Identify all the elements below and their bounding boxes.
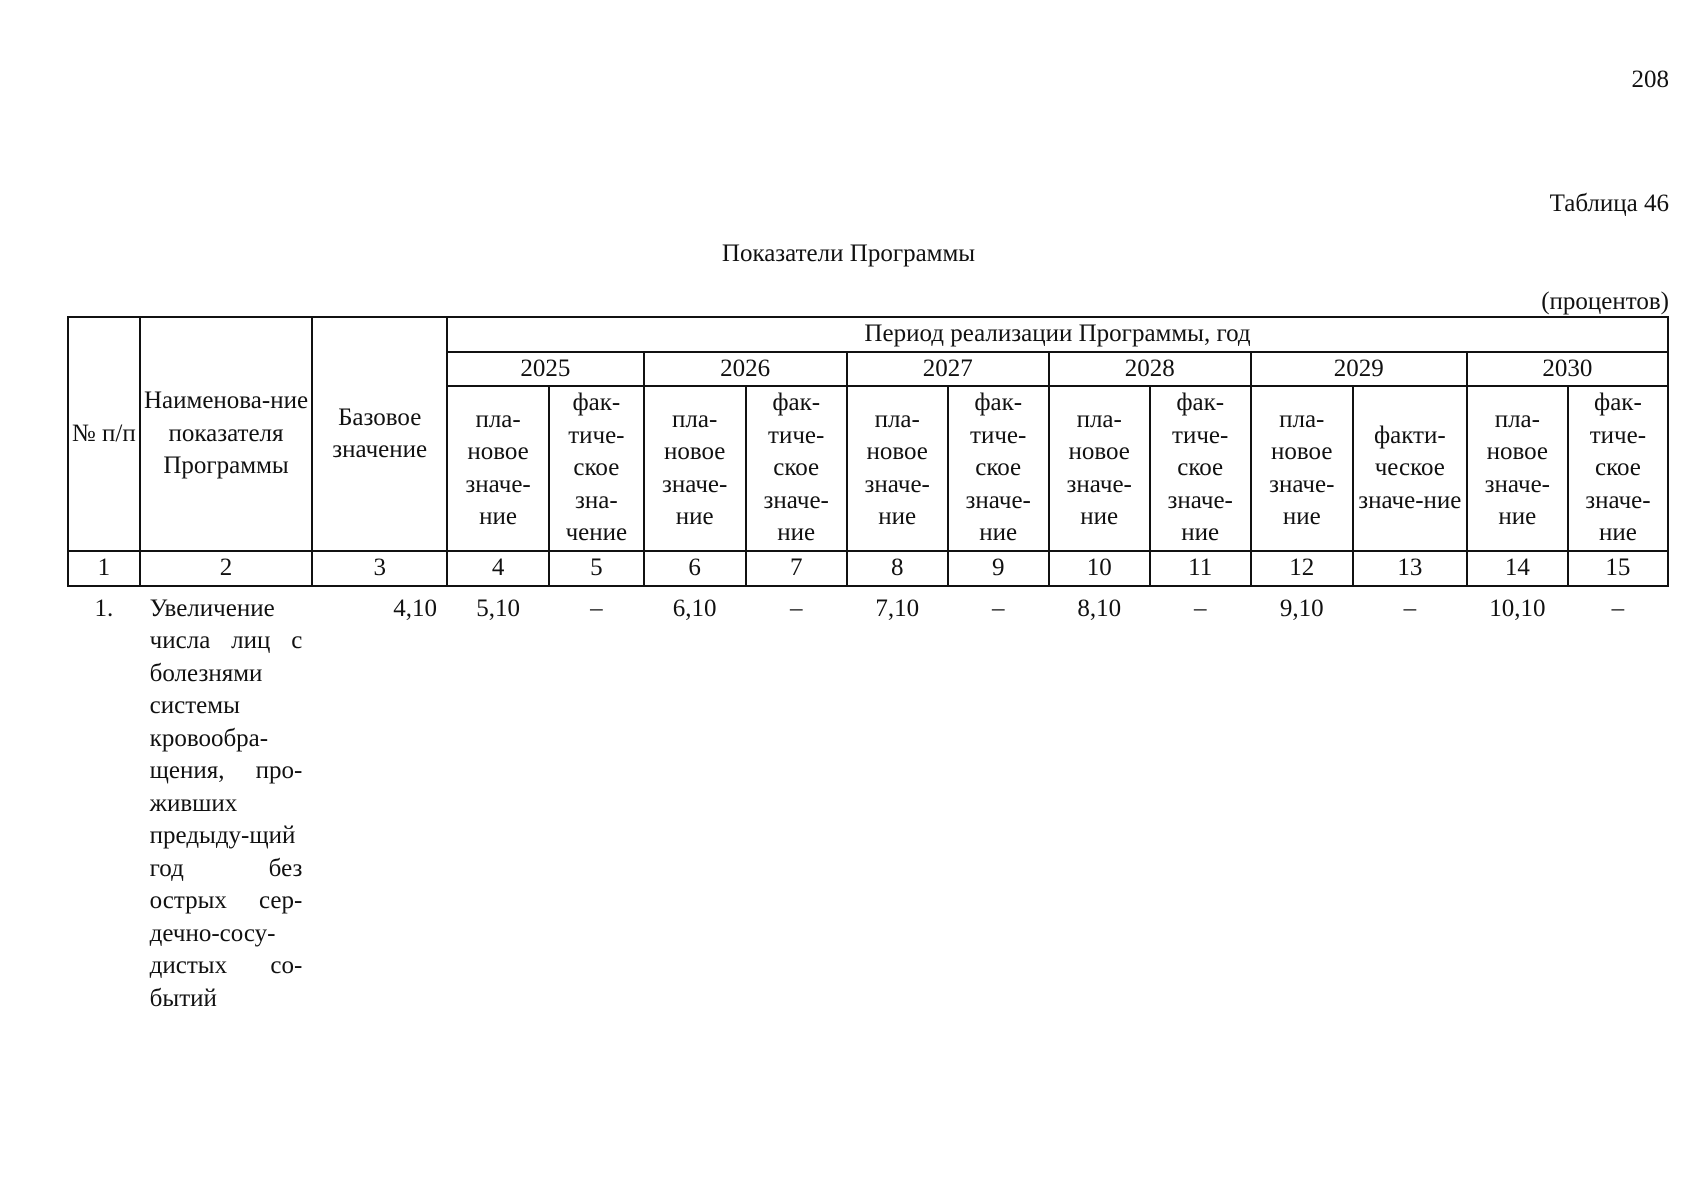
header-year: 2026 [644, 352, 847, 387]
header-planned-value: пла-новое значе-ние [1467, 386, 1568, 551]
column-number: 15 [1568, 551, 1668, 586]
header-planned-value: пла-новое значе-ние [447, 386, 549, 551]
indicators-table [67, 316, 1669, 1015]
actual-value-2030: – [1611, 594, 1625, 622]
column-number: 4 [447, 551, 549, 586]
header-year: 2030 [1467, 352, 1668, 387]
planned-value-2029: 9,10 [1279, 594, 1324, 622]
header-index: № п/п [68, 317, 140, 551]
planned-value-2025: 5,10 [476, 594, 520, 622]
column-number: 5 [549, 551, 643, 586]
header-row-period [68, 317, 1668, 352]
column-number: 8 [847, 551, 948, 586]
column-number: 9 [948, 551, 1049, 586]
planned-value-2030: 10,10 [1489, 594, 1546, 622]
header-period: Период реализации Программы, год [447, 317, 1668, 352]
column-numbers-row [68, 551, 1668, 586]
page-number: 208 [1631, 66, 1669, 93]
table-label: Таблица 46 [1549, 190, 1669, 217]
actual-value-2026: – [789, 594, 803, 622]
column-number: 3 [312, 551, 447, 586]
column-number: 7 [746, 551, 847, 586]
header-actual-value: фак-тиче-ское зна-чение [549, 386, 643, 551]
header-year: 2027 [847, 352, 1049, 387]
units-label: (процентов) [1541, 288, 1669, 315]
header-base-value: Базовое значение [312, 317, 447, 551]
column-number: 12 [1251, 551, 1353, 586]
header-planned-value: пла-новое значе-ние [1251, 386, 1353, 551]
header-year: 2029 [1251, 352, 1467, 387]
header-planned-value: пла-новое значе-ние [1049, 386, 1150, 551]
column-number: 6 [644, 551, 746, 586]
planned-value-2026: 6,10 [672, 594, 717, 622]
header-actual-value: фак-тиче-ское значе-ние [1150, 386, 1251, 551]
column-number: 1 [68, 551, 140, 586]
header-year: 2028 [1049, 352, 1251, 387]
header-actual-value: фак-тиче-ское значе-ние [746, 386, 847, 551]
actual-value-2027: – [991, 594, 1005, 622]
actual-value-2028: – [1193, 594, 1207, 622]
column-number: 11 [1150, 551, 1251, 586]
header-year: 2025 [447, 352, 644, 387]
header-planned-value: пла-новое значе-ние [847, 386, 948, 551]
header-actual-value: фак-тиче-ское значе-ние [1568, 386, 1668, 551]
actual-value-2029: – [1403, 594, 1417, 622]
column-number: 14 [1467, 551, 1568, 586]
header-actual-value: фак-тиче-ское значе-ние [948, 386, 1049, 551]
column-number: 2 [140, 551, 313, 586]
header-planned-value: пла-новое значе-ние [644, 386, 746, 551]
column-number: 13 [1353, 551, 1467, 586]
actual-value-2025: – [590, 594, 603, 622]
planned-value-2028: 8,10 [1077, 594, 1122, 622]
column-number: 10 [1049, 551, 1150, 586]
header-name: Наименова-ние показателя Программы [140, 317, 313, 551]
row-index: 1. [94, 594, 114, 622]
base-value: 4,10 [393, 594, 438, 622]
table-row [68, 586, 1668, 1016]
indicator-name: Увеличение числа лиц с болезнями системы кровообра-щения, про-живших предыду-щий год без острых сер-дечно-сосу-дистых со-бытий [149, 594, 303, 1012]
header-actual-value: факти-ческое значе-ние [1353, 386, 1467, 551]
document-title: Показатели Программы [721, 240, 976, 267]
planned-value-2027: 7,10 [875, 594, 920, 622]
